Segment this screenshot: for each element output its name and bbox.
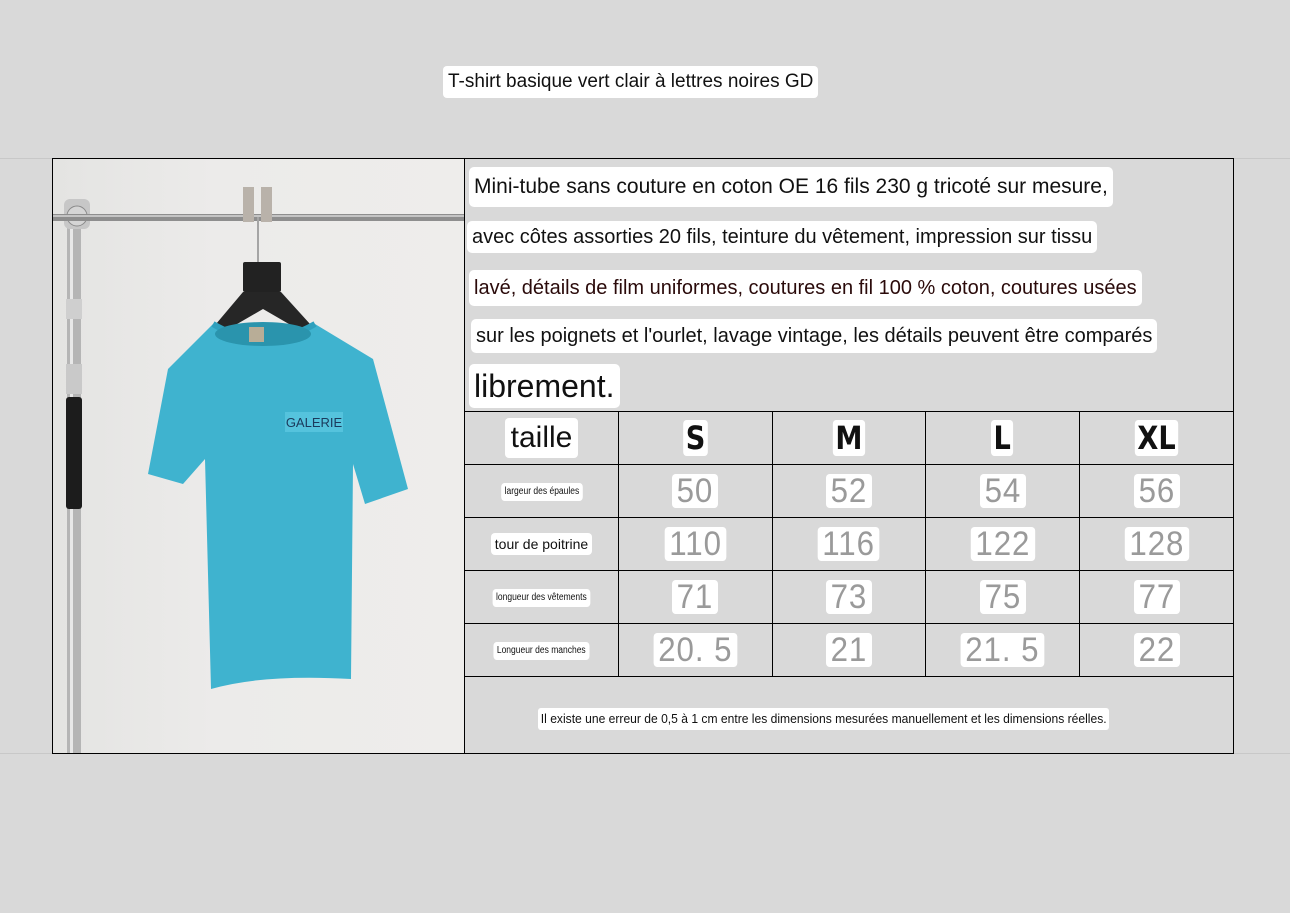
- size-header-label: taille: [505, 418, 579, 458]
- table-row: [465, 624, 1233, 677]
- hanger-icon: [216, 262, 310, 331]
- table-cell-value: 110: [664, 527, 726, 561]
- table-header-cell: [465, 412, 619, 465]
- row-label-shoulder-width: largeur des épaules: [501, 483, 582, 501]
- size-l-label: L: [991, 420, 1013, 456]
- description-line-3: lavé, détails de film uniformes, coutures en fil 100 % coton, coutures usées: [469, 270, 1142, 306]
- table-cell-value: 116: [818, 527, 880, 561]
- description-line-1: Mini-tube sans couture en coton OE 16 fils 230 g tricoté sur mesure,: [469, 167, 1113, 207]
- table-cell-value: 22: [1134, 633, 1180, 667]
- table-header-cell: [772, 412, 926, 465]
- table-cell-value: 56: [1134, 474, 1180, 508]
- table-header-row: [465, 412, 1233, 465]
- table-cell-value: 50: [672, 474, 718, 508]
- hanger-clip-icon: [243, 187, 272, 264]
- measurement-note: Il existe une erreur de 0,5 à 1 cm entre les dimensions mesurées manuellement et les dimensions réelles.: [538, 708, 1109, 730]
- table-cell-value: 20. 5: [654, 633, 737, 667]
- page-title: T-shirt basique vert clair à lettres noires GD: [443, 66, 818, 98]
- table-cell-value: 52: [826, 474, 872, 508]
- table-cell-value: 54: [980, 474, 1026, 508]
- table-cell-value: 122: [970, 527, 1034, 561]
- table-cell-value: 21. 5: [961, 633, 1044, 667]
- tshirt-icon: [148, 322, 408, 689]
- details-panel: [465, 159, 1233, 753]
- table-row: [465, 571, 1233, 624]
- row-label-chest: tour de poitrine: [491, 533, 592, 555]
- size-xl-label: XL: [1135, 420, 1178, 456]
- table-cell-value: 75: [980, 580, 1026, 614]
- table-header-cell: [1079, 412, 1233, 465]
- size-chart-table: [465, 411, 1233, 677]
- row-label-garment-length: longueur des vêtements: [493, 589, 591, 607]
- description-line-4: sur les poignets et l'ourlet, lavage vintage, les détails peuvent être comparés: [471, 319, 1157, 353]
- table-cell-value: 21: [826, 633, 872, 667]
- row-label-sleeve-length: Longueur des manches: [494, 642, 590, 660]
- size-s-label: S: [683, 420, 708, 456]
- table-header-cell: [619, 412, 773, 465]
- table-cell-value: 77: [1134, 580, 1180, 614]
- table-row: [465, 465, 1233, 518]
- table-row: [465, 518, 1233, 571]
- svg-text:GALERIE: GALERIE: [285, 415, 343, 430]
- table-header-cell: [926, 412, 1080, 465]
- description-line-5: librement.: [469, 364, 620, 408]
- table-cell-value: 71: [672, 580, 718, 614]
- table-cell-value: 73: [826, 580, 872, 614]
- description-line-2: avec côtes assorties 20 fils, teinture du vêtement, impression sur tissu: [467, 221, 1097, 253]
- product-photo: [53, 159, 465, 753]
- product-sheet: [52, 158, 1234, 754]
- table-cell-value: 128: [1124, 527, 1188, 561]
- size-m-label: M: [833, 420, 865, 456]
